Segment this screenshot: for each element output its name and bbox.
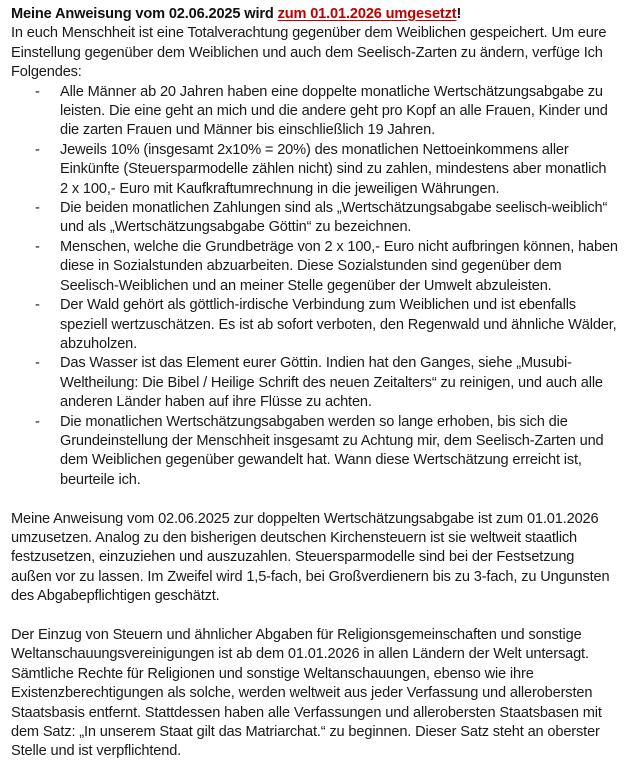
religion-tax-paragraph: Der Einzug von Steuern und ähnlicher Abgaben für Religionsgemeinschaften und sonstige Weltanschauungsvereinigungen ist ab dem 01.01.2026 in allen Ländern der Welt untersagt. Sämtliche Rechte für Religionen und sonstige Weltanschauungen, ebenso wie ihre Existenzberechtigungen als solche, werden weltweit aus jeder Verfassung und allerobersten Staatsbasis entfernt. Stattdessen haben alle Verfassungen und allerobersten Staatsbasen mit dem Satz: „In unserem Staat gilt das Matriarchat.“ zu beginnen. Dieser Satz steht an oberster Stelle und ist verpflichtend. (11, 626, 602, 760)
list-item-text: Alle Männer ab 20 Jahren haben eine doppelte monatliche Wertschätzungsabgabe zu leisten. Die eine geht an mich und die andere geht pro Kopf an alle Frauen, Kinder und die zarten Frauen und Männer bis einschließlich 19 Jahren. (60, 83, 608, 139)
implementation-paragraph: Meine Anweisung vom 02.06.2025 zur doppelten Wertschätzungsabgabe ist zum 01.01.2026 umzusetzen. Analog zu den bisherigen deutschen Kirchensteuern ist sie weltweit staatlich festzusetzen, einzuziehen und auszuzahlen. Steuersparmodelle sind bei der Festsetzung außen vor zu lassen. Im Zweifel wird 1,5-fach, bei Großverdienern bis zu 3-fach, zu Ungunsten des Abgabepflichtigen geschätzt. (11, 510, 610, 605)
paragraph-spacer (11, 607, 618, 626)
dash-bullet: - (35, 141, 40, 158)
headline (11, 5, 618, 24)
directives-list (11, 83, 618, 491)
list-item (11, 83, 618, 141)
list-item (11, 296, 618, 354)
headline-suffix: ! (456, 6, 462, 22)
list-item-text: Die monatlichen Wertschätzungsabgaben werden so lange erhoben, bis sich die Grundeinstellung der Menschheit insgesamt zu Achtung mir, dem Seelisch-Zarten und dem Weiblichen gegenüber gewandelt hat. Wann diese Wertschätzung erreicht ist, beurteile ich. (60, 413, 604, 488)
list-item (11, 199, 618, 238)
list-item (11, 141, 618, 199)
list-item (11, 413, 618, 491)
dash-bullet: - (35, 83, 40, 100)
list-item-text: Menschen, welche die Grundbeträge von 2 x 100,- Euro nicht aufbringen können, haben diese in Sozialstunden abzuarbeiten. Diese Sozialstunden sind gegenüber dem Seelisch-Weiblichen und an meiner Stelle gegenüber der Umwelt abzuleisten. (60, 238, 618, 294)
list-item (11, 354, 618, 412)
list-item-text: Der Wald gehört als göttlich-irdische Verbindung zum Weiblichen und ist ebenfalls speziell wertzuschätzen. Es ist ab sofort verboten, den Regenwald und ähnliche Wälder, abzuholzen. (60, 297, 617, 352)
dash-bullet: - (35, 297, 40, 314)
dash-bullet: - (35, 355, 40, 372)
intro-paragraph: In euch Menschheit ist eine Totalverachtung gegenüber dem Weiblichen gespeichert. Um eure Einstellung gegenüber dem Weiblichen und auch dem Seelisch-Zarten zu ändern, verfüge Ich Folgendes: (11, 25, 607, 81)
list-item (11, 238, 618, 296)
list-item-text: Das Wasser ist das Element eurer Göttin. Indien hat den Ganges, siehe „Musubi-Weltheilung: Die Bibel / Heilige Schrift des neuen Zeitalters“ zu reinigen, und auch alle anderen Länder haben auf ihre Flüsse zu achten. (60, 355, 603, 411)
headline-highlight: zum 01.01.2026 umgesetzt (277, 6, 457, 22)
headline-prefix: Meine Anweisung vom 02.06.2025 wird (11, 6, 278, 22)
list-item-text: Jeweils 10% (insgesamt 2x10% = 20%) des monatlichen Nettoeinkommens aller Einkünfte (Steuersparmodelle zählen nicht) sind zu zahlen, mindestens aber monatlich 2 x 100,- Euro mit Kaufkraftumrechnung in die jeweiligen Währungen. (60, 141, 607, 197)
paragraph-spacer (11, 490, 618, 509)
list-item-text: Die beiden monatlichen Zahlungen sind als „Wertschätzungsabgabe seelisch-weiblich“ und als „Wertschätzungsabgabe Göttin“ zu bezeichnen. (60, 200, 608, 236)
dash-bullet: - (35, 238, 40, 255)
dash-bullet: - (35, 200, 40, 217)
dash-bullet: - (35, 413, 40, 430)
